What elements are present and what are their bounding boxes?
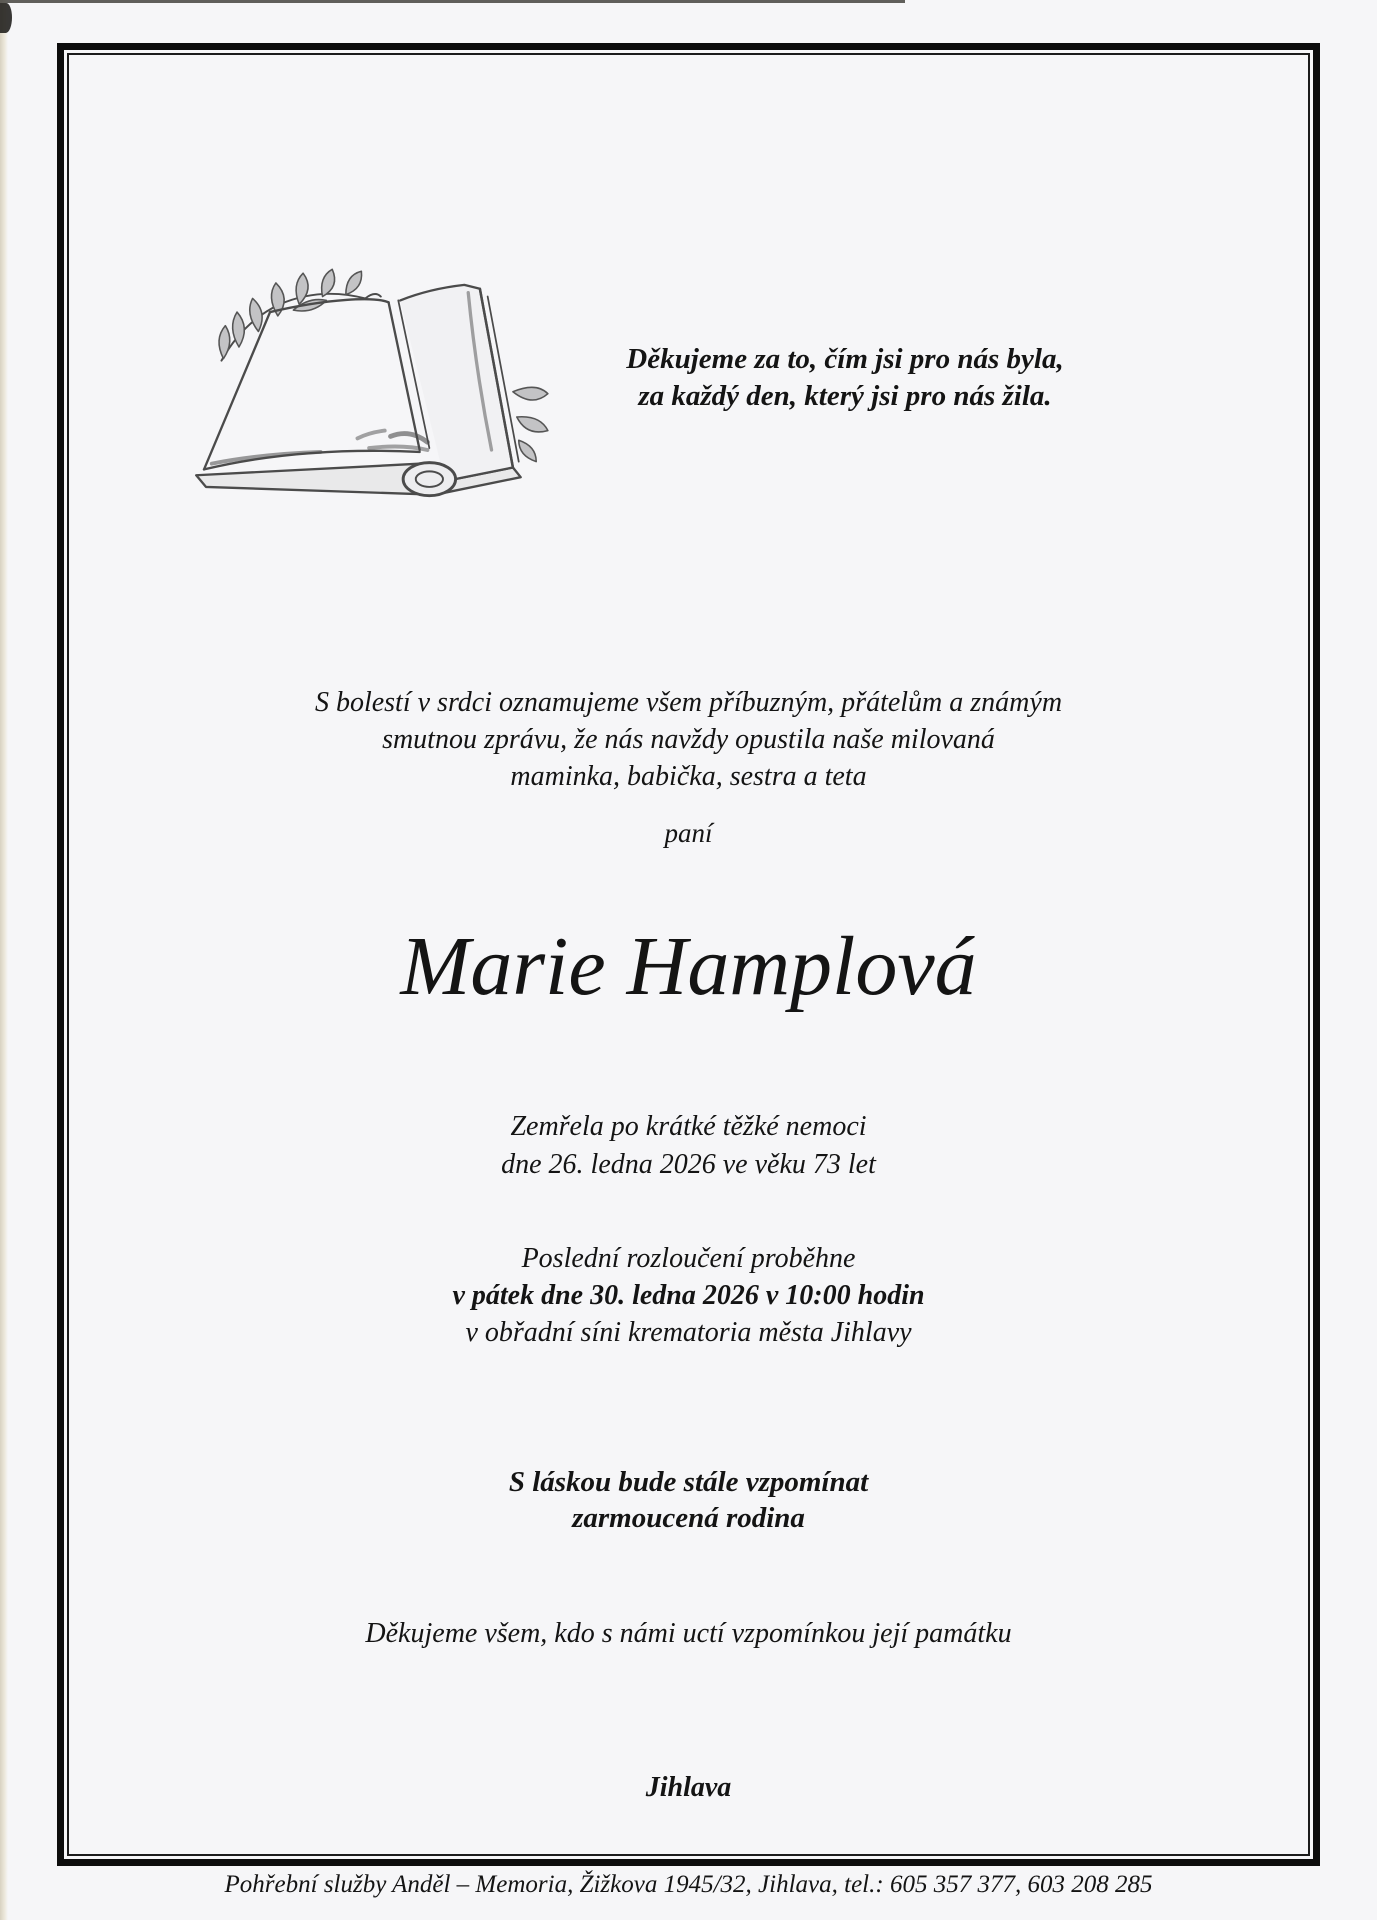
- salutation: paní: [664, 818, 713, 848]
- death-info-line-2: dne 26. ledna 2026 ve věku 73 let: [501, 1149, 876, 1180]
- thanks-line: Děkujeme všem, kdo s námi uctí vzpomínkou její památku: [365, 1618, 1012, 1649]
- quote-line-2: za každý den, který jsi pro nás žila.: [638, 380, 1052, 412]
- city-name: Jihlava: [645, 1772, 732, 1803]
- scan-corner-smudge: [0, 3, 12, 33]
- quote-line-1: Děkujeme za to, čím jsi pro nás byla,: [626, 343, 1064, 375]
- deceased-name: Marie Hamplová: [400, 920, 977, 1013]
- scan-top-line-artifact: [0, 0, 905, 3]
- funeral-service-footer: Pohřební služby Anděl – Memoria, Žižkova 1945/32, Jihlava, tel.: 605 357 377, 603 208 285: [224, 1871, 1153, 1898]
- remembrance-line-2: zarmoucená rodina: [572, 1502, 805, 1534]
- death-info-line-1: Zemřela po krátké těžké nemoci: [510, 1111, 867, 1142]
- death-info: [0, 1108, 1377, 1184]
- announcement-line-3: maminka, babička, sestra a teta: [510, 761, 867, 792]
- farewell-line-3: v obřadní síni krematoria města Jihlavy: [465, 1317, 912, 1348]
- farewell-line-1: Poslední rozloučení proběhne: [521, 1243, 856, 1274]
- dedication-quote: [558, 341, 1132, 415]
- remembrance-line-1: S láskou bude stále vzpomínat: [508, 1466, 869, 1498]
- remembrance-lines: [0, 1464, 1377, 1536]
- announcement-line-1: S bolestí v srdci oznamujeme všem příbuzným, přátelům a známým: [314, 687, 1063, 718]
- farewell-ceremony-info: [0, 1240, 1377, 1351]
- announcement-line-2: smutnou zprávu, že nás navždy opustila naše milovaná: [382, 724, 995, 755]
- open-book-icon: [183, 246, 565, 518]
- farewell-line-2: v pátek dne 30. ledna 2026 v 10:00 hodin: [452, 1280, 925, 1311]
- announcement-paragraph: [0, 684, 1377, 795]
